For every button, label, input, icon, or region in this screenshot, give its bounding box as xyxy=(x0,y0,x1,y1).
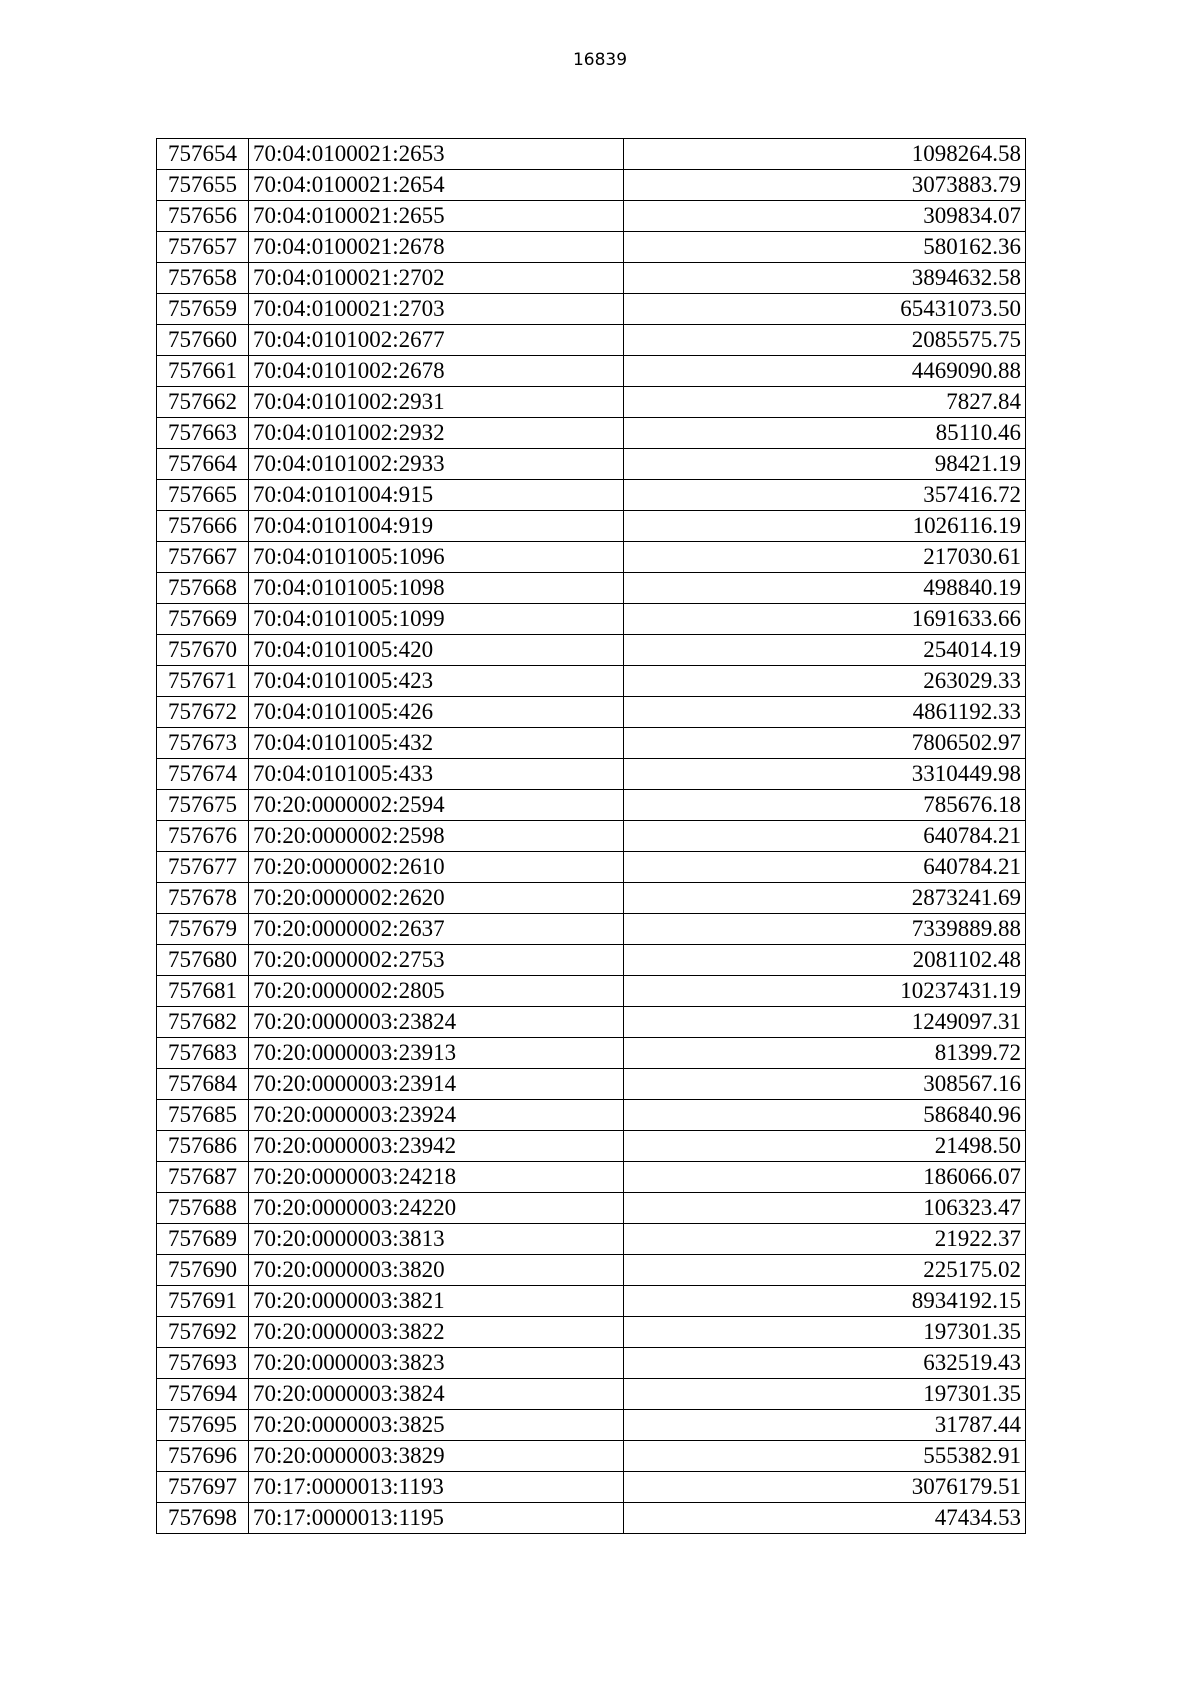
value-cell: 632519.43 xyxy=(624,1348,1026,1379)
row-number-cell: 757656 xyxy=(157,201,249,232)
row-number-cell: 757678 xyxy=(157,883,249,914)
value-cell: 309834.07 xyxy=(624,201,1026,232)
row-number-cell: 757663 xyxy=(157,418,249,449)
value-cell: 98421.19 xyxy=(624,449,1026,480)
table-row xyxy=(157,759,1026,790)
table-row xyxy=(157,232,1026,263)
value-cell: 785676.18 xyxy=(624,790,1026,821)
row-number-cell: 757673 xyxy=(157,728,249,759)
value-cell: 10237431.19 xyxy=(624,976,1026,1007)
table-row xyxy=(157,325,1026,356)
row-number-cell: 757655 xyxy=(157,170,249,201)
cadastral-number-cell: 70:20:0000003:23924 xyxy=(249,1100,624,1131)
table-row xyxy=(157,1348,1026,1379)
row-number-cell: 757692 xyxy=(157,1317,249,1348)
cadastral-number-cell: 70:20:0000002:2620 xyxy=(249,883,624,914)
value-cell: 31787.44 xyxy=(624,1410,1026,1441)
table-row xyxy=(157,511,1026,542)
row-number-cell: 757657 xyxy=(157,232,249,263)
row-number-cell: 757681 xyxy=(157,976,249,1007)
table-row xyxy=(157,1441,1026,1472)
value-cell: 8934192.15 xyxy=(624,1286,1026,1317)
cadastral-number-cell: 70:04:0101005:423 xyxy=(249,666,624,697)
row-number-cell: 757693 xyxy=(157,1348,249,1379)
row-number-cell: 757680 xyxy=(157,945,249,976)
cadastral-number-cell: 70:17:0000013:1195 xyxy=(249,1503,624,1534)
value-cell: 3894632.58 xyxy=(624,263,1026,294)
value-cell: 2085575.75 xyxy=(624,325,1026,356)
row-number-cell: 757689 xyxy=(157,1224,249,1255)
table-row xyxy=(157,1286,1026,1317)
value-cell: 1026116.19 xyxy=(624,511,1026,542)
cadastral-number-cell: 70:04:0100021:2703 xyxy=(249,294,624,325)
cadastral-number-cell: 70:20:0000003:23824 xyxy=(249,1007,624,1038)
row-number-cell: 757662 xyxy=(157,387,249,418)
cadastral-number-cell: 70:20:0000003:23914 xyxy=(249,1069,624,1100)
value-cell: 580162.36 xyxy=(624,232,1026,263)
value-cell: 7806502.97 xyxy=(624,728,1026,759)
cadastral-number-cell: 70:20:0000003:24220 xyxy=(249,1193,624,1224)
value-cell: 197301.35 xyxy=(624,1317,1026,1348)
page-number: 16839 xyxy=(572,50,628,70)
cadastral-number-cell: 70:20:0000003:3825 xyxy=(249,1410,624,1441)
value-cell: 4469090.88 xyxy=(624,356,1026,387)
table-row xyxy=(157,1162,1026,1193)
row-number-cell: 757690 xyxy=(157,1255,249,1286)
table-row xyxy=(157,1472,1026,1503)
cadastral-number-cell: 70:04:0101005:433 xyxy=(249,759,624,790)
table-row xyxy=(157,1317,1026,1348)
row-number-cell: 757660 xyxy=(157,325,249,356)
cadastral-number-cell: 70:04:0101002:2931 xyxy=(249,387,624,418)
value-cell: 1098264.58 xyxy=(624,139,1026,170)
table-row xyxy=(157,1038,1026,1069)
row-number-cell: 757670 xyxy=(157,635,249,666)
value-cell: 186066.07 xyxy=(624,1162,1026,1193)
value-cell: 498840.19 xyxy=(624,573,1026,604)
row-number-cell: 757697 xyxy=(157,1472,249,1503)
value-cell: 555382.91 xyxy=(624,1441,1026,1472)
row-number-cell: 757674 xyxy=(157,759,249,790)
table-row xyxy=(157,697,1026,728)
table-body xyxy=(157,139,1026,1534)
value-cell: 7827.84 xyxy=(624,387,1026,418)
table-row xyxy=(157,1379,1026,1410)
cadastral-number-cell: 70:20:0000003:3829 xyxy=(249,1441,624,1472)
row-number-cell: 757664 xyxy=(157,449,249,480)
value-cell: 263029.33 xyxy=(624,666,1026,697)
row-number-cell: 757691 xyxy=(157,1286,249,1317)
table-row xyxy=(157,294,1026,325)
cadastral-number-cell: 70:20:0000003:23942 xyxy=(249,1131,624,1162)
value-cell: 2081102.48 xyxy=(624,945,1026,976)
row-number-cell: 757684 xyxy=(157,1069,249,1100)
row-number-cell: 757654 xyxy=(157,139,249,170)
table-row xyxy=(157,1069,1026,1100)
cadastral-number-cell: 70:20:0000003:24218 xyxy=(249,1162,624,1193)
row-number-cell: 757696 xyxy=(157,1441,249,1472)
table-row xyxy=(157,1503,1026,1534)
value-cell: 21922.37 xyxy=(624,1224,1026,1255)
row-number-cell: 757698 xyxy=(157,1503,249,1534)
table-row xyxy=(157,1131,1026,1162)
row-number-cell: 757679 xyxy=(157,914,249,945)
cadastral-number-cell: 70:20:0000003:23913 xyxy=(249,1038,624,1069)
row-number-cell: 757667 xyxy=(157,542,249,573)
table-row xyxy=(157,263,1026,294)
table-row xyxy=(157,1224,1026,1255)
cadastral-number-cell: 70:04:0101002:2932 xyxy=(249,418,624,449)
value-cell: 225175.02 xyxy=(624,1255,1026,1286)
value-cell: 357416.72 xyxy=(624,480,1026,511)
row-number-cell: 757668 xyxy=(157,573,249,604)
row-number-cell: 757688 xyxy=(157,1193,249,1224)
cadastral-number-cell: 70:04:0101002:2678 xyxy=(249,356,624,387)
table-row xyxy=(157,418,1026,449)
cadastral-number-cell: 70:20:0000003:3813 xyxy=(249,1224,624,1255)
value-cell: 7339889.88 xyxy=(624,914,1026,945)
cadastral-number-cell: 70:20:0000002:2598 xyxy=(249,821,624,852)
row-number-cell: 757676 xyxy=(157,821,249,852)
cadastral-number-cell: 70:04:0100021:2702 xyxy=(249,263,624,294)
row-number-cell: 757665 xyxy=(157,480,249,511)
value-cell: 47434.53 xyxy=(624,1503,1026,1534)
row-number-cell: 757683 xyxy=(157,1038,249,1069)
cadastral-number-cell: 70:20:0000003:3821 xyxy=(249,1286,624,1317)
cadastral-number-cell: 70:04:0101005:1099 xyxy=(249,604,624,635)
table-row xyxy=(157,139,1026,170)
cadastral-number-cell: 70:04:0100021:2678 xyxy=(249,232,624,263)
table-row xyxy=(157,573,1026,604)
cadastral-number-cell: 70:04:0101004:915 xyxy=(249,480,624,511)
cadastral-number-cell: 70:04:0100021:2654 xyxy=(249,170,624,201)
table-row xyxy=(157,1100,1026,1131)
table-row xyxy=(157,914,1026,945)
row-number-cell: 757666 xyxy=(157,511,249,542)
data-table xyxy=(156,138,1026,1534)
cadastral-number-cell: 70:04:0101002:2933 xyxy=(249,449,624,480)
table-row xyxy=(157,604,1026,635)
cadastral-number-cell: 70:20:0000003:3824 xyxy=(249,1379,624,1410)
cadastral-number-cell: 70:04:0101005:426 xyxy=(249,697,624,728)
cadastral-number-cell: 70:17:0000013:1193 xyxy=(249,1472,624,1503)
value-cell: 65431073.50 xyxy=(624,294,1026,325)
cadastral-number-cell: 70:04:0101005:432 xyxy=(249,728,624,759)
value-cell: 308567.16 xyxy=(624,1069,1026,1100)
table-row xyxy=(157,790,1026,821)
table-row xyxy=(157,728,1026,759)
value-cell: 1691633.66 xyxy=(624,604,1026,635)
value-cell: 640784.21 xyxy=(624,852,1026,883)
value-cell: 3310449.98 xyxy=(624,759,1026,790)
value-cell: 3076179.51 xyxy=(624,1472,1026,1503)
row-number-cell: 757695 xyxy=(157,1410,249,1441)
cadastral-number-cell: 70:04:0100021:2653 xyxy=(249,139,624,170)
value-cell: 217030.61 xyxy=(624,542,1026,573)
row-number-cell: 757658 xyxy=(157,263,249,294)
row-number-cell: 757672 xyxy=(157,697,249,728)
table-row xyxy=(157,1255,1026,1286)
value-cell: 106323.47 xyxy=(624,1193,1026,1224)
table-row xyxy=(157,635,1026,666)
table-row xyxy=(157,201,1026,232)
row-number-cell: 757675 xyxy=(157,790,249,821)
table-row xyxy=(157,1007,1026,1038)
value-cell: 81399.72 xyxy=(624,1038,1026,1069)
table-row xyxy=(157,387,1026,418)
table-row xyxy=(157,356,1026,387)
cadastral-number-cell: 70:20:0000003:3822 xyxy=(249,1317,624,1348)
table-row xyxy=(157,449,1026,480)
table-row xyxy=(157,666,1026,697)
value-cell: 85110.46 xyxy=(624,418,1026,449)
row-number-cell: 757685 xyxy=(157,1100,249,1131)
value-cell: 197301.35 xyxy=(624,1379,1026,1410)
table-row xyxy=(157,480,1026,511)
table-row xyxy=(157,1193,1026,1224)
table-row xyxy=(157,821,1026,852)
cadastral-number-cell: 70:04:0101002:2677 xyxy=(249,325,624,356)
table-row xyxy=(157,170,1026,201)
row-number-cell: 757682 xyxy=(157,1007,249,1038)
value-cell: 1249097.31 xyxy=(624,1007,1026,1038)
row-number-cell: 757671 xyxy=(157,666,249,697)
row-number-cell: 757659 xyxy=(157,294,249,325)
value-cell: 21498.50 xyxy=(624,1131,1026,1162)
cadastral-number-cell: 70:04:0101005:420 xyxy=(249,635,624,666)
cadastral-number-cell: 70:04:0101005:1098 xyxy=(249,573,624,604)
value-cell: 254014.19 xyxy=(624,635,1026,666)
cadastral-number-cell: 70:20:0000002:2637 xyxy=(249,914,624,945)
value-cell: 2873241.69 xyxy=(624,883,1026,914)
value-cell: 640784.21 xyxy=(624,821,1026,852)
cadastral-number-cell: 70:20:0000002:2610 xyxy=(249,852,624,883)
row-number-cell: 757686 xyxy=(157,1131,249,1162)
table-row xyxy=(157,945,1026,976)
cadastral-number-cell: 70:04:0101005:1096 xyxy=(249,542,624,573)
row-number-cell: 757687 xyxy=(157,1162,249,1193)
cadastral-number-cell: 70:20:0000003:3820 xyxy=(249,1255,624,1286)
row-number-cell: 757694 xyxy=(157,1379,249,1410)
table-row xyxy=(157,883,1026,914)
row-number-cell: 757669 xyxy=(157,604,249,635)
table-row xyxy=(157,852,1026,883)
cadastral-number-cell: 70:20:0000002:2753 xyxy=(249,945,624,976)
table-row xyxy=(157,1410,1026,1441)
row-number-cell: 757677 xyxy=(157,852,249,883)
value-cell: 3073883.79 xyxy=(624,170,1026,201)
value-cell: 586840.96 xyxy=(624,1100,1026,1131)
cadastral-number-cell: 70:20:0000002:2594 xyxy=(249,790,624,821)
table-row xyxy=(157,542,1026,573)
value-cell: 4861192.33 xyxy=(624,697,1026,728)
row-number-cell: 757661 xyxy=(157,356,249,387)
cadastral-number-cell: 70:20:0000003:3823 xyxy=(249,1348,624,1379)
cadastral-number-cell: 70:04:0100021:2655 xyxy=(249,201,624,232)
cadastral-number-cell: 70:20:0000002:2805 xyxy=(249,976,624,1007)
table-row xyxy=(157,976,1026,1007)
cadastral-number-cell: 70:04:0101004:919 xyxy=(249,511,624,542)
